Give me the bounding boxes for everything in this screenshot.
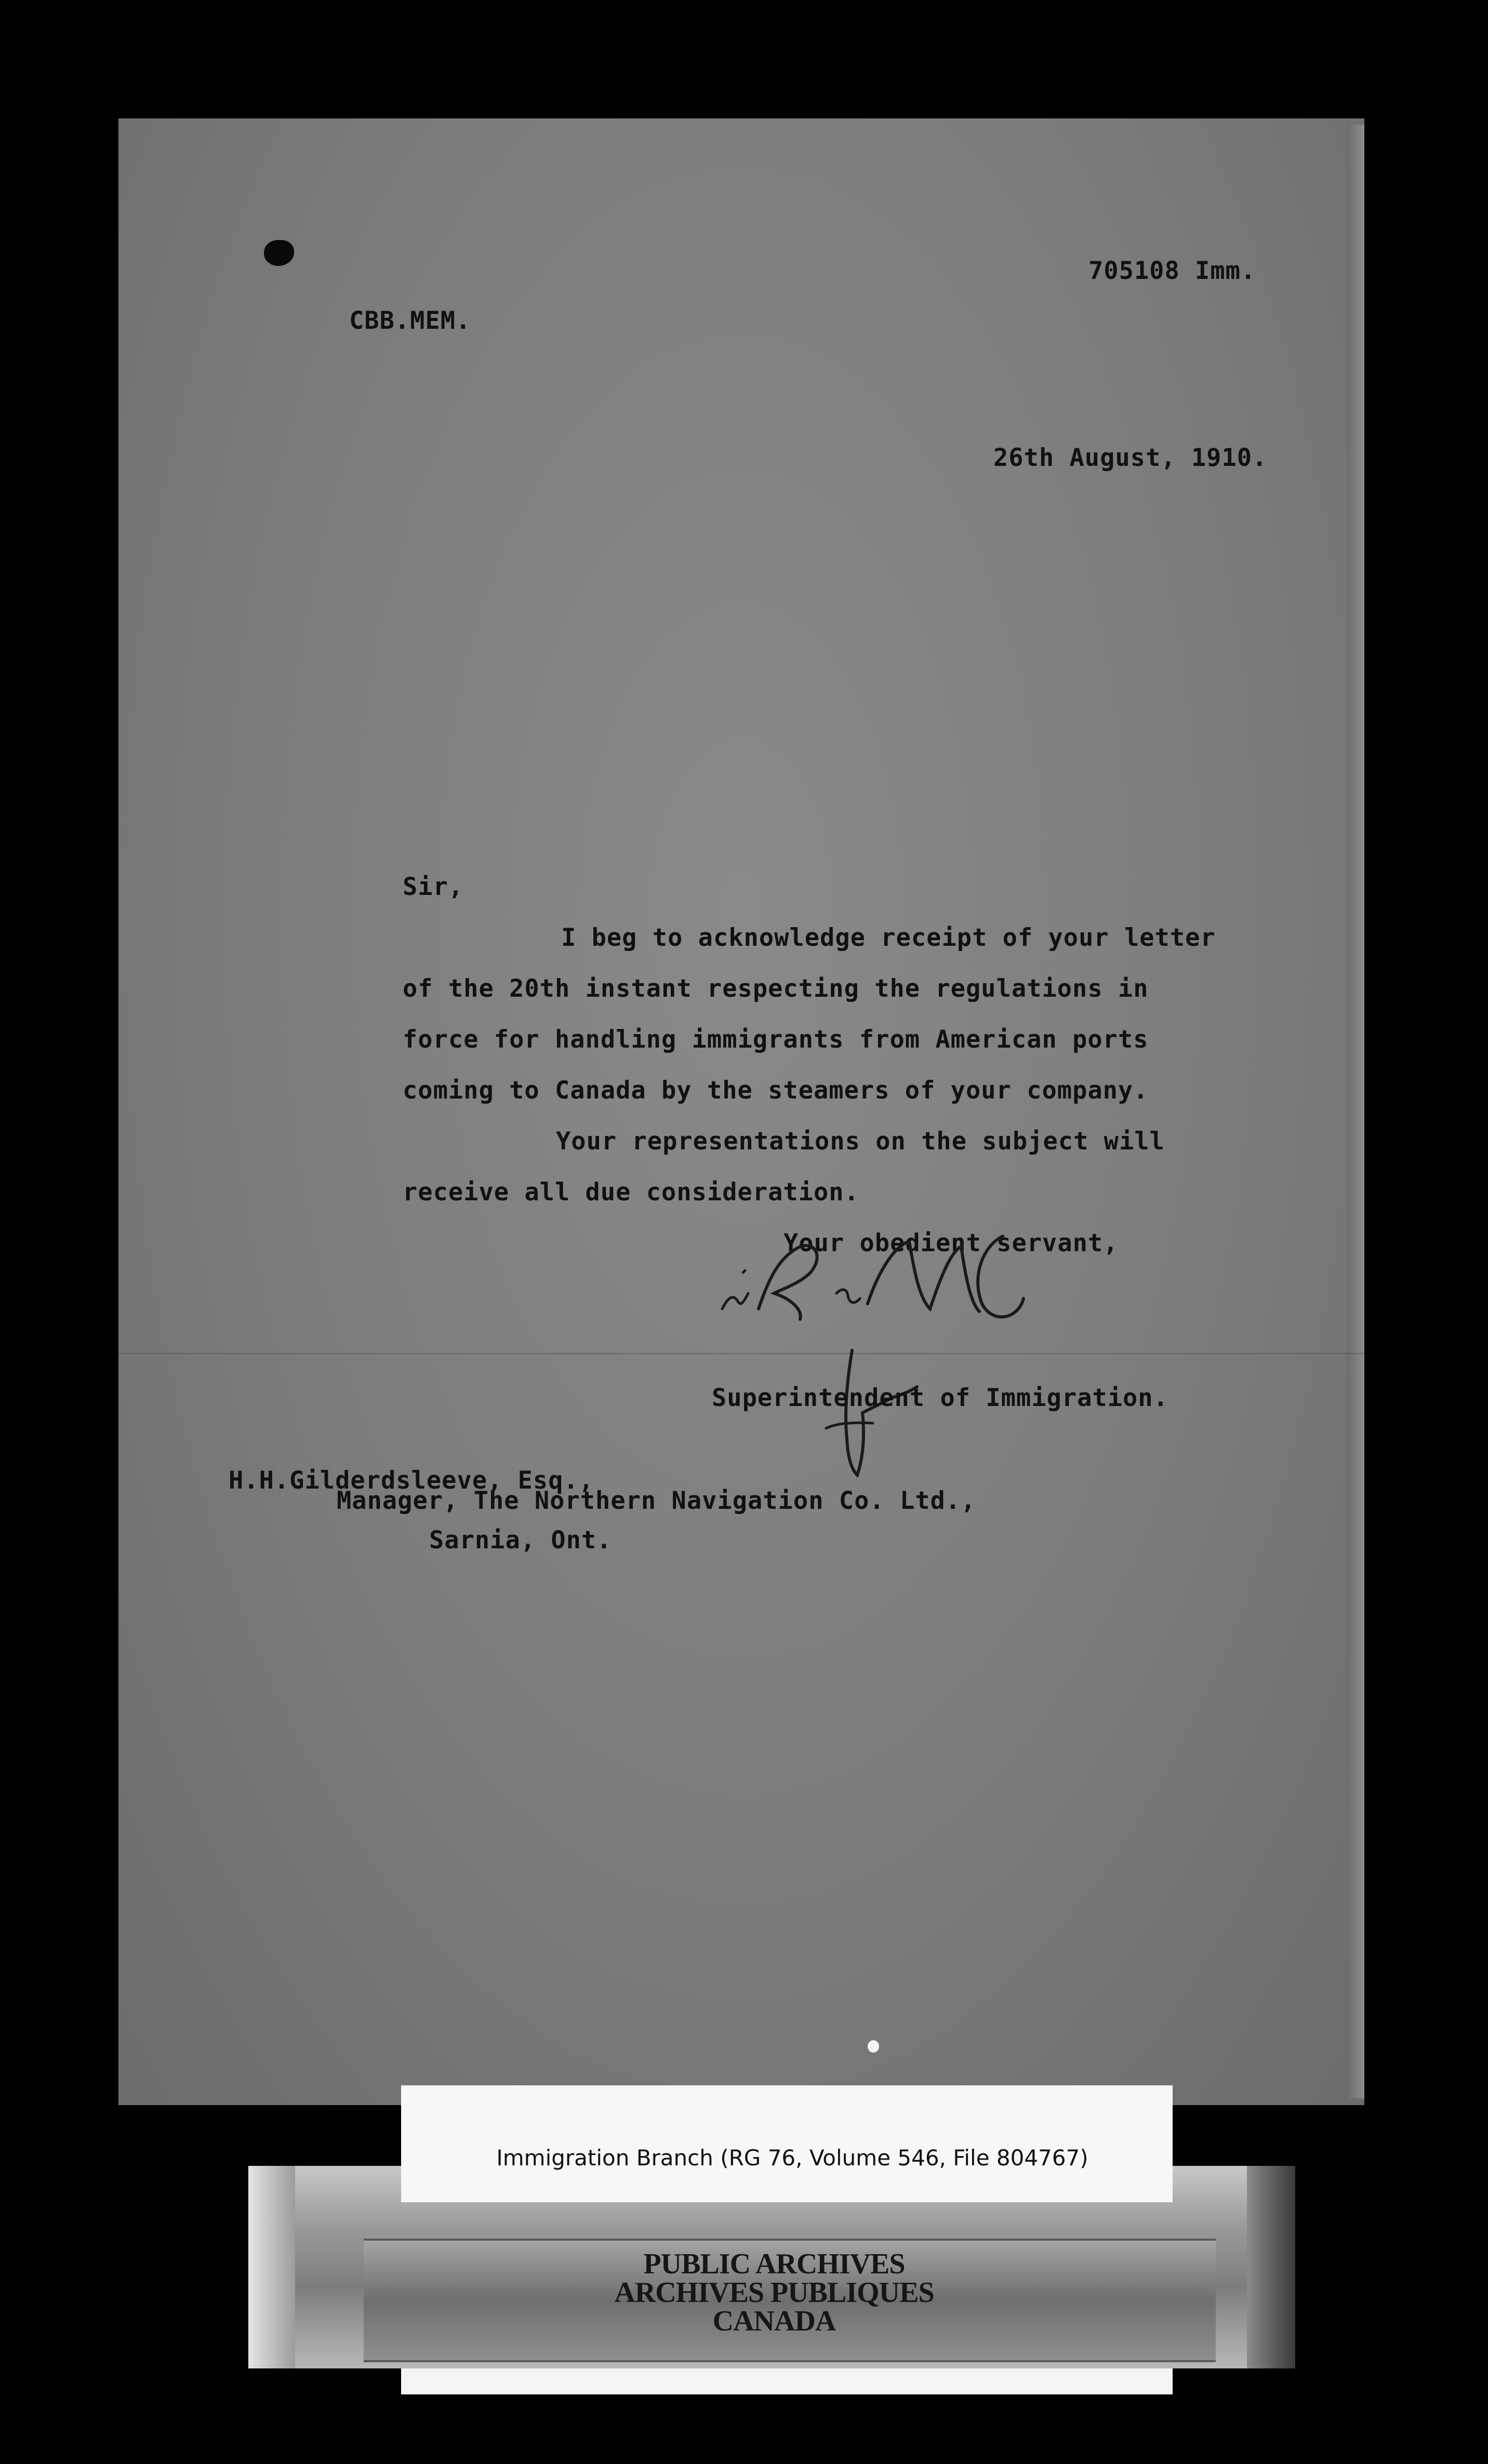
- stamp-line: CANADA: [712, 2305, 836, 2337]
- specks: [868, 2040, 879, 2053]
- recipient-name: H.H.Gilderdsleeve, Esq.,: [229, 1466, 594, 1495]
- closing: Your obedient servant,: [783, 1229, 1119, 1257]
- body-line: I beg to acknowledge receipt of your letter: [561, 923, 1216, 952]
- binder-edge: [248, 2166, 295, 2368]
- recipient-location: Sarnia, Ont.: [429, 1526, 612, 1555]
- body-line: Your representations on the subject will: [556, 1127, 1165, 1156]
- salutation: Sir,: [403, 873, 464, 901]
- body-line: of the 20th instant respecting the regulations in: [403, 974, 1149, 1003]
- archive-label-strip: [401, 2368, 1173, 2394]
- binder-edge: [1247, 2166, 1295, 2368]
- body-line: force for handling immigrants from American ports: [403, 1025, 1149, 1054]
- typist-initials: CBB.MEM.: [349, 306, 471, 335]
- letter-date: 26th August, 1910.: [993, 444, 1268, 472]
- recipient-position: Manager, The Northern Navigation Co. Ltd.,: [337, 1487, 976, 1515]
- stamp-line: ARCHIVES PUBLIQUES: [614, 2276, 934, 2309]
- stamp-line: PUBLIC ARCHIVES: [643, 2248, 905, 2280]
- archives-stamp: [561, 2250, 987, 2336]
- letter-page: [118, 118, 1364, 2105]
- reference-number: 705108 Imm.: [1088, 257, 1256, 285]
- signer-title: Superintendent of Immigration.: [712, 1384, 1168, 1412]
- body-line: receive all due consideration.: [403, 1178, 859, 1207]
- archive-caption: Immigration Branch (RG 76, Volume 546, File 804767): [496, 2145, 1088, 2171]
- archive-label-card: [401, 2085, 1173, 2202]
- body-line: coming to Canada by the steamers of your company.: [403, 1076, 1149, 1105]
- page-edge: [1347, 125, 1364, 2098]
